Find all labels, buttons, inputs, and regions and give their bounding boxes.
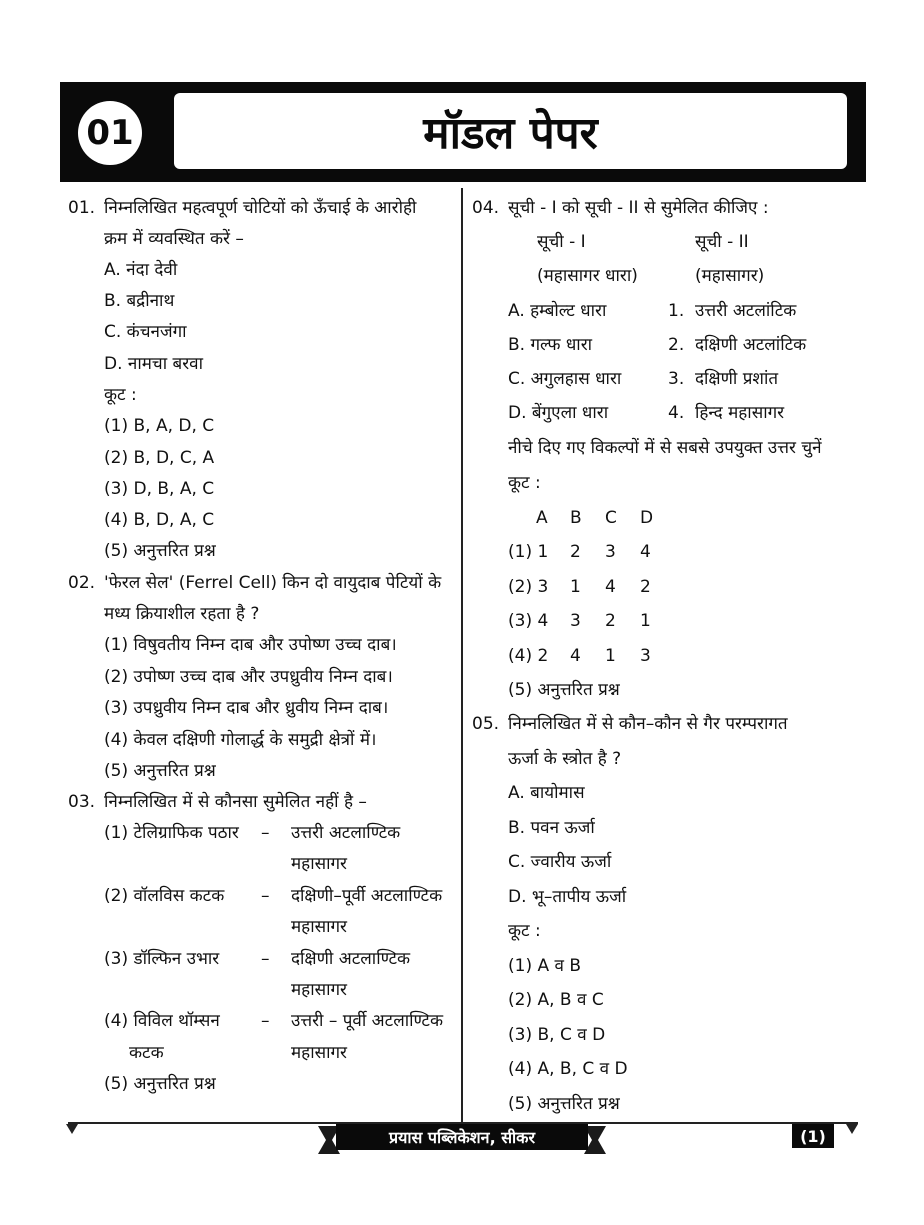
right-text-line: A. हम्बोल्ट धारा xyxy=(508,301,607,321)
right-text-line: उत्तरी अटलांटिक xyxy=(695,301,797,321)
right-text-line: कूट : xyxy=(508,473,541,493)
left-text-line: क्रम में व्यवस्थित करें – xyxy=(104,229,244,249)
left-text-line: D. नामचा बरवा xyxy=(104,354,204,374)
right-text-line: C xyxy=(605,508,617,528)
right-text-line: C. अगुलहास धारा xyxy=(508,369,622,389)
left-text-line: महासागर xyxy=(291,917,348,937)
right-text-line: A xyxy=(536,508,548,528)
right-text-line: 3. xyxy=(668,369,685,389)
right-text-line: (3) B, C व D xyxy=(508,1025,606,1045)
right-text-line: 1 xyxy=(605,646,616,666)
left-text-line: (5) अनुत्तरित प्रश्न xyxy=(104,1074,216,1094)
left-text-line: (4) विविल थॉम्सन xyxy=(104,1011,220,1031)
title-box xyxy=(174,93,847,169)
right-text-line: 4. xyxy=(668,403,685,423)
left-text-line: दक्षिणी–पूर्वी अटलाण्टिक xyxy=(291,886,443,906)
left-text-line: (5) अनुत्तरित प्रश्न xyxy=(104,541,216,561)
right-text-line: C. ज्वारीय ऊर्जा xyxy=(508,852,612,872)
left-text-line: उत्तरी – पूर्वी अटलाण्टिक xyxy=(291,1011,444,1031)
right-text-line: (4) A, B, C व D xyxy=(508,1059,628,1079)
right-text-line: B. पवन ऊर्जा xyxy=(508,818,595,838)
right-text-line: 1. xyxy=(668,301,685,321)
footer-left-triangle xyxy=(66,1124,78,1134)
left-text-line: (2) B, D, C, A xyxy=(104,448,215,468)
right-text-line: निम्नलिखित में से कौन–कौन से गैर परम्परागत xyxy=(508,714,788,734)
right-text-line: ऊर्जा के स्त्रोत है ? xyxy=(508,749,622,769)
right-text-line: 2 xyxy=(605,611,616,631)
right-text-line: 04. xyxy=(472,198,500,218)
left-text-line: (4) B, D, A, C xyxy=(104,510,215,530)
right-text-line: 1 xyxy=(570,577,581,597)
right-text-line: (2) 3 xyxy=(508,577,549,597)
left-text-line: C. कंचनजंगा xyxy=(104,322,187,342)
left-text-line: (4) केवल दक्षिणी गोलार्द्ध के समुद्री क्षेत्रों में। xyxy=(104,730,377,750)
right-text-line: (1) A व B xyxy=(508,956,582,976)
footer-right-triangle xyxy=(846,1124,858,1134)
left-text-line: – xyxy=(261,949,270,969)
left-text-line: मध्य क्रियाशील रहता है ? xyxy=(104,604,260,624)
left-text-line: (1) B, A, D, C xyxy=(104,416,215,436)
right-text-line: सूची - I xyxy=(537,232,586,252)
right-text-line: 2. xyxy=(668,335,685,355)
right-text-line: दक्षिणी प्रशांत xyxy=(695,369,779,389)
right-text-line: सूची - I को सूची - II से सुमेलित कीजिए : xyxy=(508,198,769,218)
left-text-line: (2) उपोष्ण उच्च दाब और उपध्रुवीय निम्न दाब। xyxy=(104,667,393,687)
right-text-line: (5) अनुत्तरित प्रश्न xyxy=(508,680,620,700)
column-divider xyxy=(461,188,463,1123)
left-text-line: (1) टेलिग्राफिक पठार xyxy=(104,823,239,843)
right-text-line: D. बेंगुएला धारा xyxy=(508,403,609,423)
right-text-line: 1 xyxy=(640,611,651,631)
publisher-name: प्रयास पब्लिकेशन, सीकर xyxy=(388,1128,536,1147)
right-text-line: 05. xyxy=(472,714,500,734)
right-text-line: नीचे दिए गए विकल्पों में से सबसे उपयुक्त उत्तर चुनें xyxy=(508,438,822,458)
right-text-line: हिन्द महासागर xyxy=(695,403,785,423)
left-text-line: 03. xyxy=(68,792,96,812)
left-text-line: A. नंदा देवी xyxy=(104,260,178,280)
right-text-line: सूची - II xyxy=(695,232,749,252)
right-text-line: (3) 4 xyxy=(508,611,549,631)
right-text-line: (1) 1 xyxy=(508,542,549,562)
right-text-line: 4 xyxy=(640,542,651,562)
left-text-line: महासागर xyxy=(291,1043,348,1063)
right-text-line: 4 xyxy=(605,577,616,597)
right-text-line: 2 xyxy=(570,542,581,562)
left-text-line: महासागर xyxy=(291,854,348,874)
right-text-line: (4) 2 xyxy=(508,646,549,666)
right-text-line: 2 xyxy=(640,577,651,597)
right-text-line: D xyxy=(640,508,654,528)
right-text-line: B xyxy=(570,508,582,528)
right-text-line: A. बायोमास xyxy=(508,783,585,803)
left-text-line: दक्षिणी अटलाण्टिक xyxy=(291,949,411,969)
paper-number-badge: 01 xyxy=(78,101,142,165)
left-text-line: (1) विषुवतीय निम्न दाब और उपोष्ण उच्च दाब। xyxy=(104,635,397,655)
left-text-line: निम्नलिखित में से कौनसा सुमेलित नहीं है – xyxy=(104,792,367,812)
left-text-line: उत्तरी अटलाण्टिक xyxy=(291,823,401,843)
left-text-line: 'फेरल सेल' (Ferrel Cell) किन दो वायुदाब पेटियों के xyxy=(104,573,442,593)
left-text-line: – xyxy=(261,886,270,906)
left-text-line: B. बद्रीनाथ xyxy=(104,291,175,311)
right-text-line: B. गल्फ धारा xyxy=(508,335,593,355)
left-text-line: कूट : xyxy=(104,385,137,405)
right-text-line: 3 xyxy=(605,542,616,562)
right-text-line: 3 xyxy=(640,646,651,666)
page-title: मॉडल पेपर xyxy=(423,108,598,159)
right-text-line: D. भू–तापीय ऊर्जा xyxy=(508,887,627,907)
right-text-line: कूट : xyxy=(508,921,541,941)
right-text-line: (2) A, B व C xyxy=(508,990,604,1010)
left-text-line: (5) अनुत्तरित प्रश्न xyxy=(104,761,216,781)
left-text-line: 01. xyxy=(68,198,96,218)
page-number: (1) xyxy=(792,1124,834,1148)
left-text-line: महासागर xyxy=(291,980,348,1000)
right-text-line: 3 xyxy=(570,611,581,631)
left-text-line: निम्नलिखित महत्वपूर्ण चोटियों को ऊँचाई के आरोही xyxy=(104,198,417,218)
left-text-line: 02. xyxy=(68,573,96,593)
left-text-line: (3) उपध्रुवीय निम्न दाब और ध्रुवीय निम्न दाब। xyxy=(104,698,389,718)
right-text-line: दक्षिणी अटलांटिक xyxy=(695,335,807,355)
left-text-line: (2) वॉलविस कटक xyxy=(104,886,225,906)
right-text-line: (महासागर धारा) xyxy=(537,266,638,286)
left-text-line: – xyxy=(261,823,270,843)
left-text-line: कटक xyxy=(129,1043,164,1063)
left-text-line: (3) D, B, A, C xyxy=(104,479,215,499)
right-text-line: (महासागर) xyxy=(695,266,765,286)
page-header xyxy=(60,82,866,182)
right-text-line: (5) अनुत्तरित प्रश्न xyxy=(508,1094,620,1114)
left-text-line: – xyxy=(261,1011,270,1031)
right-text-line: 4 xyxy=(570,646,581,666)
left-text-line: (3) डॉल्फिन उभार xyxy=(104,949,220,969)
